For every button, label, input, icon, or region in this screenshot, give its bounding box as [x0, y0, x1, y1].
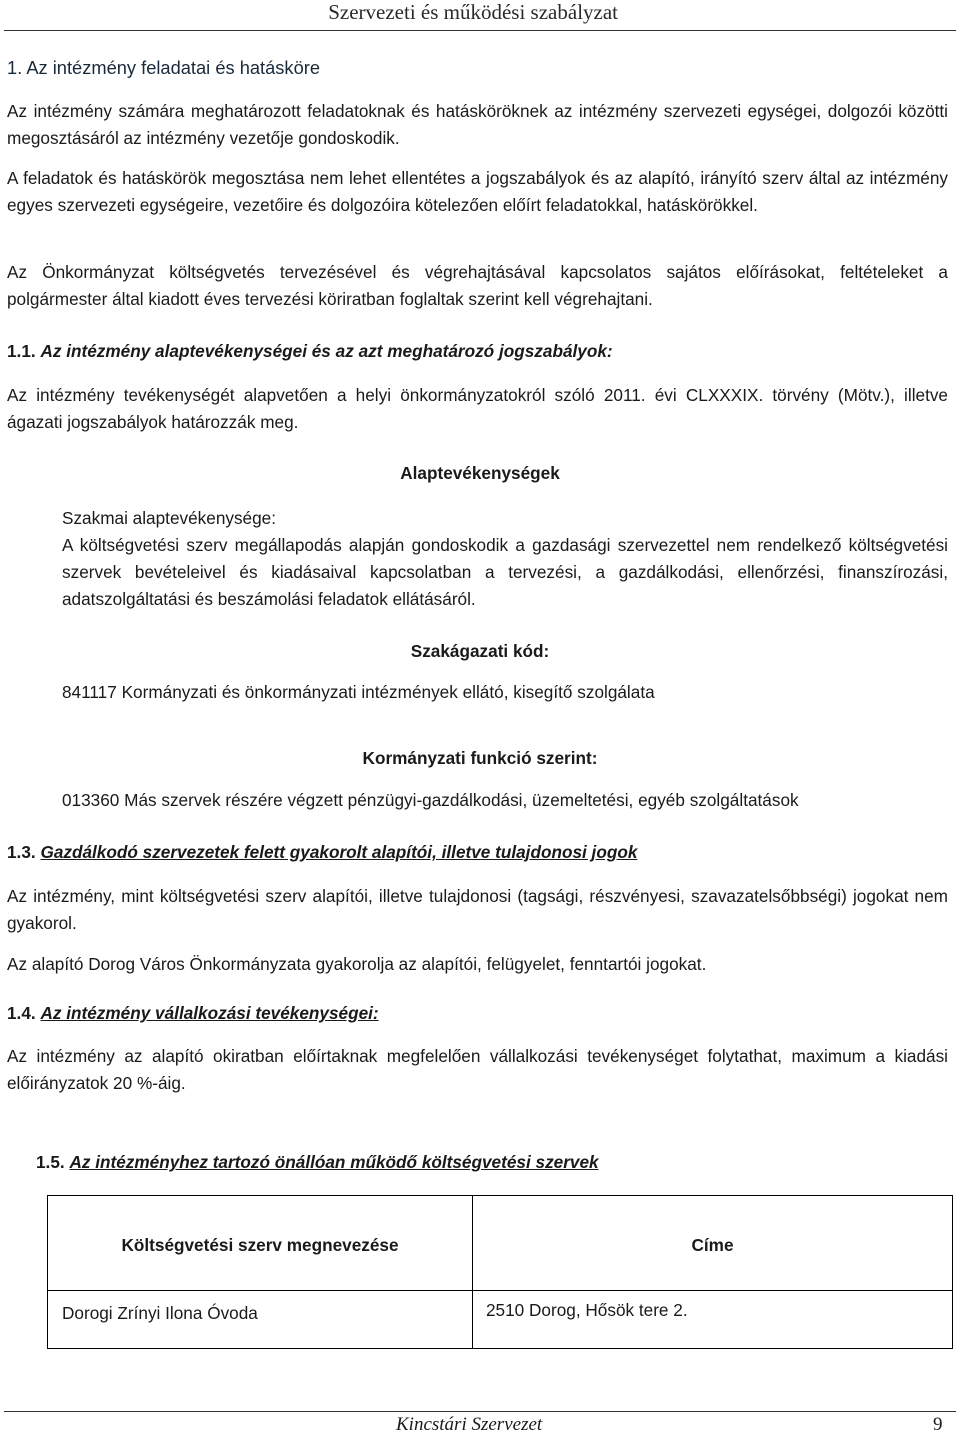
- section-1-3-heading: [7, 842, 637, 863]
- section-1-3-paragraph-2: Az alapító Dorog Város Önkormányzata gyakorolja az alapítói, felügyelet, fenntartói jogokat.: [7, 954, 707, 974]
- funkcio-heading: Kormányzati funkció szerint:: [362, 748, 598, 768]
- section-1-paragraph-3: Az Önkormányzat költségvetés tervezésével és végrehajtásával kapcsolatos sajátos előírásokat, feltételeket a polgármester által kiadott éves tervezési köriratban foglaltak szerint kell végrehajtani.: [7, 262, 948, 309]
- section-title: Az intézmény vállalkozási tevékenységei:: [40, 1003, 379, 1023]
- section-1-5-heading: [36, 1152, 599, 1173]
- alaptevekenysegek-heading: Alaptevékenységek: [400, 463, 560, 483]
- szakmai-text: A költségvetési szerv megállapodás alapján gondoskodik a gazdasági szervezettel nem rendelkező költségvetési szervek bevételeivel és kiadásaival kapcsolatban a tervezési, a gazdálkodási, ellenőrzési, finanszírozási, adatszolgáltatási és beszámolási feladatok ellátásáról.: [62, 535, 948, 609]
- szakagazati-text: 841117 Kormányzati és önkormányzati intézmények ellátó, kisegítő szolgálata: [62, 682, 655, 702]
- section-title: Az intézmény alaptevékenységei és az azt meghatározó jogszabályok:: [40, 341, 613, 361]
- section-1-4-heading: [7, 1003, 379, 1024]
- header-divider: [4, 30, 956, 31]
- header-title: Szervezeti és működési szabályzat: [328, 0, 618, 24]
- section-1-paragraph-2: A feladatok és hatáskörök megosztása nem lehet ellentétes a jogszabályok és az alapító, irányító szerv által az intézmény egyes szervezeti egységeire, vezetőire és dolgozóira kötelezően előírt feladatokkal, hatáskörökkel.: [7, 168, 948, 215]
- szakagazati-heading: Szakágazati kód:: [410, 641, 550, 661]
- units-table: [47, 1195, 953, 1349]
- szakmai-label: Szakmai alaptevékenysége:: [62, 508, 277, 528]
- section-title: Gazdálkodó szervezetek felett gyakorolt alapítói, illetve tulajdonosi jogok: [40, 842, 638, 862]
- footer-title: Kincstári Szervezet: [396, 1414, 543, 1435]
- section-number: 1.4.: [7, 1003, 36, 1023]
- section-1-1-paragraph: Az intézmény tevékenységét alapvetően a helyi önkormányzatokról szóló 2011. évi CLXXXIX. törvény (Mötv.), illetve ágazati jogszabályok határozzák meg.: [7, 385, 948, 432]
- footer-divider: [4, 1411, 956, 1412]
- section-title: Az intézményhez tartozó önállóan működő költségvetési szervek: [69, 1152, 599, 1172]
- table-row: [48, 1291, 953, 1349]
- table-header-name: Költségvetési szerv megnevezése: [48, 1196, 473, 1291]
- section-number: 1.3.: [7, 842, 36, 862]
- funkcio-text: 013360 Más szervek részére végzett pénzügyi-gazdálkodási, üzemeltetési, egyéb szolgáltatások: [62, 790, 799, 810]
- section-1-4-paragraph: Az intézmény az alapító okiratban előírtaknak megfelelően vállalkozási tevékenységet folytathat, maximum a kiadási előirányzatok 20 %-áig.: [7, 1046, 948, 1093]
- table-cell-name: Dorogi Zrínyi Ilona Óvoda: [48, 1291, 473, 1349]
- section-1-3-paragraph-1: Az intézmény, mint költségvetési szerv alapítói, illetve tulajdonosi (tagsági, részvényesi, szavazatelsőbbségi) jogokat nem gyakorol.: [7, 886, 948, 933]
- section-1-1-heading: [7, 341, 613, 362]
- page-number: 9: [933, 1414, 943, 1435]
- section-number: 1.5.: [36, 1152, 65, 1172]
- section-1-heading: 1. Az intézmény feladatai és hatásköre: [7, 57, 320, 78]
- table-header-address: Címe: [473, 1196, 953, 1291]
- section-1-paragraph-1: Az intézmény számára meghatározott feladatoknak és hatásköröknek az intézmény szervezeti egységei, dolgozói közötti megosztásáról az intézmény vezetője gondoskodik.: [7, 101, 948, 148]
- table-cell-address: 2510 Dorog, Hősök tere 2.: [473, 1291, 953, 1349]
- table-header-row: [48, 1196, 953, 1291]
- section-number: 1.1.: [7, 341, 36, 361]
